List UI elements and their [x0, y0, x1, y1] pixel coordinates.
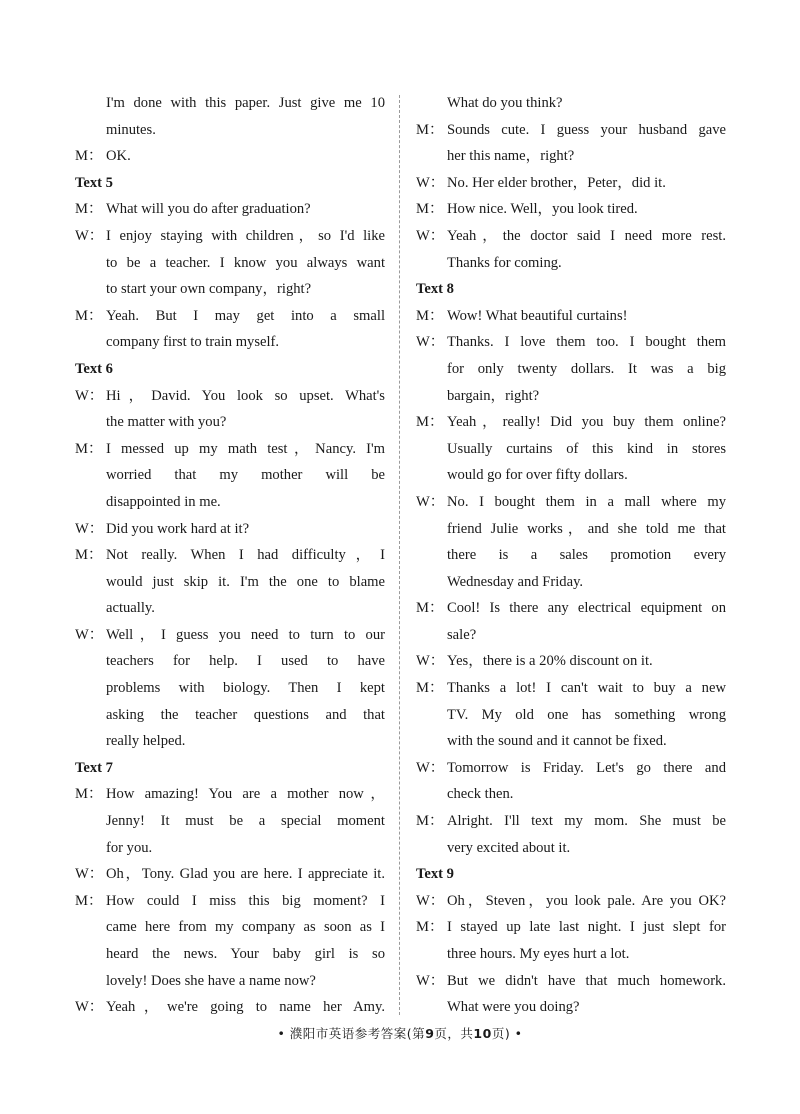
dialogue-text: check then. — [447, 786, 514, 803]
speaker-label: W： — [416, 759, 445, 776]
dialogue-line — [75, 383, 385, 410]
dialogue-text: minutes. — [106, 121, 156, 138]
dialogue-text: asking the teacher questions and that — [106, 706, 385, 723]
speaker-label: W： — [416, 653, 445, 670]
speaker-label: M： — [75, 892, 103, 909]
dialogue-line — [75, 622, 385, 649]
dialogue-line — [416, 888, 726, 915]
speaker-label: W： — [416, 174, 445, 191]
footer-page-number: 9 — [425, 1026, 435, 1041]
dialogue-line — [416, 462, 726, 489]
speaker-label: M： — [416, 121, 444, 138]
dialogue-text: to be a teacher. I know you always want — [106, 254, 385, 271]
dialogue-line — [416, 143, 726, 170]
dialogue-text: What do you think? — [447, 95, 563, 111]
dialogue-line — [416, 542, 726, 569]
dialogue-line — [416, 968, 726, 995]
speaker-label: M： — [416, 813, 444, 830]
speaker-label: M： — [75, 786, 103, 803]
dialogue-text: teachers for help. I used to have — [106, 653, 385, 670]
dialogue-line — [416, 223, 726, 250]
dialogue-text: disappointed in me. — [106, 493, 221, 510]
dialogue-text: problems with biology. Then I kept — [106, 680, 385, 697]
section-heading: Text 8 — [416, 281, 454, 298]
dialogue-line — [75, 702, 385, 729]
speaker-label: M： — [75, 440, 103, 457]
dialogue-text: I stayed up late last night. I just slept for — [447, 919, 726, 936]
dialogue-text: How nice. Well，you look tired. — [447, 201, 638, 218]
speaker-label: M： — [416, 919, 444, 936]
dialogue-text: Alright. I'll text my mom. She must be — [447, 813, 726, 830]
dialogue-line — [416, 196, 726, 223]
dialogue-line — [75, 276, 385, 303]
dialogue-text: Did you work hard at it? — [106, 520, 250, 537]
dialogue-line — [416, 781, 726, 808]
dialogue-line — [75, 914, 385, 941]
dialogue-line — [75, 303, 385, 330]
dialogue-line — [416, 250, 726, 277]
dialogue-text: I'm done with this paper. Just give me 10 — [106, 95, 385, 111]
dialogue-line — [75, 968, 385, 995]
left-column — [75, 90, 385, 1021]
dialogue-text: three hours. My eyes hurt a lot. — [447, 946, 630, 962]
dialogue-line — [75, 781, 385, 808]
section-heading: Text 7 — [75, 759, 113, 776]
dialogue-line — [416, 702, 726, 729]
dialogue-line — [75, 941, 385, 968]
speaker-label: W： — [75, 227, 104, 244]
speaker-label: W： — [75, 626, 104, 643]
speaker-label: W： — [75, 999, 104, 1016]
dialogue-text: friend Julie works，and she told me that — [447, 520, 726, 537]
dialogue-line — [75, 516, 385, 543]
dialogue-text: No. Her elder brother，Peter，did it. — [447, 174, 666, 191]
section-heading: Text 6 — [75, 360, 113, 377]
dialogue-text: No. I bought them in a mall where my — [447, 493, 726, 510]
dialogue-line — [75, 595, 385, 622]
dialogue-line — [75, 808, 385, 835]
dialogue-line — [416, 383, 726, 410]
dialogue-text: company first to train myself. — [106, 334, 280, 351]
dialogue-line — [75, 489, 385, 516]
dialogue-line — [75, 994, 385, 1021]
dialogue-text: Cool! Is there any electrical equipment on — [447, 600, 726, 617]
dialogue-line — [75, 409, 385, 436]
speaker-label: W： — [75, 520, 104, 537]
speaker-label: W： — [75, 866, 104, 883]
dialogue-text: bargain，right? — [447, 387, 540, 404]
dialogue-text: Wednesday and Friday. — [447, 573, 584, 590]
dialogue-text: sale? — [447, 626, 477, 643]
dialogue-text: Yeah，really! Did you buy them online? — [447, 414, 726, 431]
dialogue-line — [75, 462, 385, 489]
speaker-label: M： — [416, 600, 444, 617]
dialogue-text: Thanks for coming. — [447, 254, 562, 271]
dialogue-text: Oh，Tony. Glad you are here. I appreciate it. — [106, 866, 385, 883]
dialogue-line — [416, 914, 726, 941]
dialogue-text: came here from my company as soon as I — [106, 919, 385, 936]
speaker-label: W： — [416, 334, 445, 351]
dialogue-text: with the sound and it cannot be fixed. — [447, 733, 667, 750]
dialogue-text: Yeah. But I may get into a small — [106, 307, 385, 324]
speaker-label: M： — [75, 148, 103, 165]
speaker-label: M： — [75, 547, 103, 564]
dialogue-text: Oh，Steven，you look pale. Are you OK? — [447, 892, 726, 909]
dialogue-text: would just skip it. I'm the one to blame — [106, 573, 385, 590]
speaker-label: W： — [75, 387, 104, 404]
page-footer — [0, 1024, 800, 1042]
speaker-label: W： — [416, 972, 445, 989]
dialogue-text: for only twenty dollars. It was a big — [447, 360, 726, 377]
speaker-label: M： — [416, 307, 444, 324]
dialogue-line — [416, 941, 726, 968]
dialogue-line — [75, 117, 385, 144]
dialogue-text: I messed up my math test，Nancy. I'm — [106, 440, 385, 457]
dialogue-line — [416, 329, 726, 356]
dialogue-text: TV. My old one has something wrong — [447, 706, 726, 723]
speaker-label: W： — [416, 892, 445, 909]
dialogue-line — [416, 648, 726, 675]
dialogue-line — [416, 755, 726, 782]
dialogue-line — [75, 250, 385, 277]
dialogue-line — [416, 489, 726, 516]
dialogue-line — [416, 90, 726, 117]
footer-middle: 页，共 — [434, 1026, 474, 1041]
dialogue-line — [75, 542, 385, 569]
dialogue-text: actually. — [106, 600, 155, 617]
dialogue-text: Yeah，we're going to name her Amy. — [106, 999, 385, 1016]
dialogue-line — [75, 861, 385, 888]
dialogue-text: Wow! What beautiful curtains! — [447, 307, 628, 324]
speaker-label: M： — [75, 307, 103, 324]
dialogue-line — [416, 409, 726, 436]
dialogue-line — [416, 356, 726, 383]
speaker-label: M： — [416, 414, 444, 431]
dialogue-text: Jenny! It must be a special moment — [106, 813, 385, 830]
dialogue-text: Usually curtains of this kind in stores — [447, 440, 726, 457]
dialogue-text: Yeah，the doctor said I need more rest. — [447, 227, 726, 244]
dialogue-line — [416, 569, 726, 596]
section-heading: Text 9 — [416, 866, 454, 883]
dialogue-line — [416, 117, 726, 144]
dialogue-text: But we didn't have that much homework. — [447, 972, 726, 989]
dialogue-text: the matter with you? — [106, 414, 227, 431]
dialogue-text: very excited about it. — [447, 839, 571, 856]
dialogue-text: Thanks. I love them too. I bought them — [447, 334, 726, 351]
dialogue-line — [416, 835, 726, 862]
dialogue-line — [416, 994, 726, 1021]
dialogue-line — [416, 675, 726, 702]
dialogue-line — [75, 196, 385, 223]
footer-total-pages: 10 — [473, 1026, 492, 1041]
dialogue-line — [416, 170, 726, 197]
speaker-label: M： — [75, 201, 103, 218]
dialogue-text: Hi，David. You look so upset. What's — [106, 387, 385, 404]
dialogue-text: Tomorrow is Friday. Let's go there and — [447, 759, 726, 776]
speaker-label: M： — [416, 680, 444, 697]
dialogue-line — [416, 595, 726, 622]
dialogue-text: What will you do after graduation? — [106, 201, 311, 218]
footer-suffix: 页) • — [491, 1026, 523, 1041]
dialogue-line — [416, 516, 726, 543]
speaker-label: M： — [416, 201, 444, 218]
dialogue-text: her this name，right? — [447, 148, 575, 165]
speaker-label: W： — [416, 493, 445, 510]
dialogue-line — [416, 808, 726, 835]
dialogue-text: lovely! Does she have a name now? — [106, 972, 316, 989]
dialogue-line — [416, 622, 726, 649]
dialogue-line — [416, 436, 726, 463]
dialogue-text: What were you doing? — [447, 999, 580, 1016]
dialogue-text: I enjoy staying with children，so I'd like — [106, 227, 385, 244]
dialogue-text: Thanks a lot! I can't wait to buy a new — [447, 680, 726, 697]
section-heading: Text 5 — [75, 174, 113, 191]
dialogue-text: to start your own company，right? — [106, 281, 312, 298]
dialogue-line — [75, 90, 385, 117]
dialogue-text: How amazing! You are a mother now， — [106, 786, 385, 803]
dialogue-line — [75, 143, 385, 170]
dialogue-line — [416, 303, 726, 330]
dialogue-line — [75, 436, 385, 463]
dialogue-text: heard the news. Your baby girl is so — [106, 946, 385, 962]
dialogue-line — [416, 728, 726, 755]
dialogue-text: OK. — [106, 148, 131, 165]
dialogue-text: Well，I guess you need to turn to our — [106, 626, 385, 643]
footer-prefix: • 濮阳市英语参考答案(第 — [277, 1026, 426, 1041]
dialogue-text: worried that my mother will be — [106, 467, 385, 484]
dialogue-line — [75, 648, 385, 675]
dialogue-text: really helped. — [106, 733, 186, 750]
dialogue-text: Not really. When I had difficulty，I — [106, 547, 385, 564]
column-divider — [399, 95, 400, 1015]
dialogue-line — [75, 223, 385, 250]
dialogue-line — [75, 888, 385, 915]
right-column — [416, 90, 726, 1021]
dialogue-line — [75, 569, 385, 596]
dialogue-line — [75, 835, 385, 862]
speaker-label: W： — [416, 227, 445, 244]
dialogue-line — [75, 329, 385, 356]
dialogue-text: Sounds cute. I guess your husband gave — [447, 121, 726, 138]
dialogue-text: How could I miss this big moment? I — [106, 892, 385, 909]
dialogue-line — [75, 675, 385, 702]
dialogue-text: for you. — [106, 839, 153, 856]
dialogue-text: would go for over fifty dollars. — [447, 467, 628, 484]
dialogue-line — [75, 728, 385, 755]
dialogue-text: there is a sales promotion every — [447, 547, 726, 564]
dialogue-text: Yes，there is a 20% discount on it. — [447, 653, 653, 670]
